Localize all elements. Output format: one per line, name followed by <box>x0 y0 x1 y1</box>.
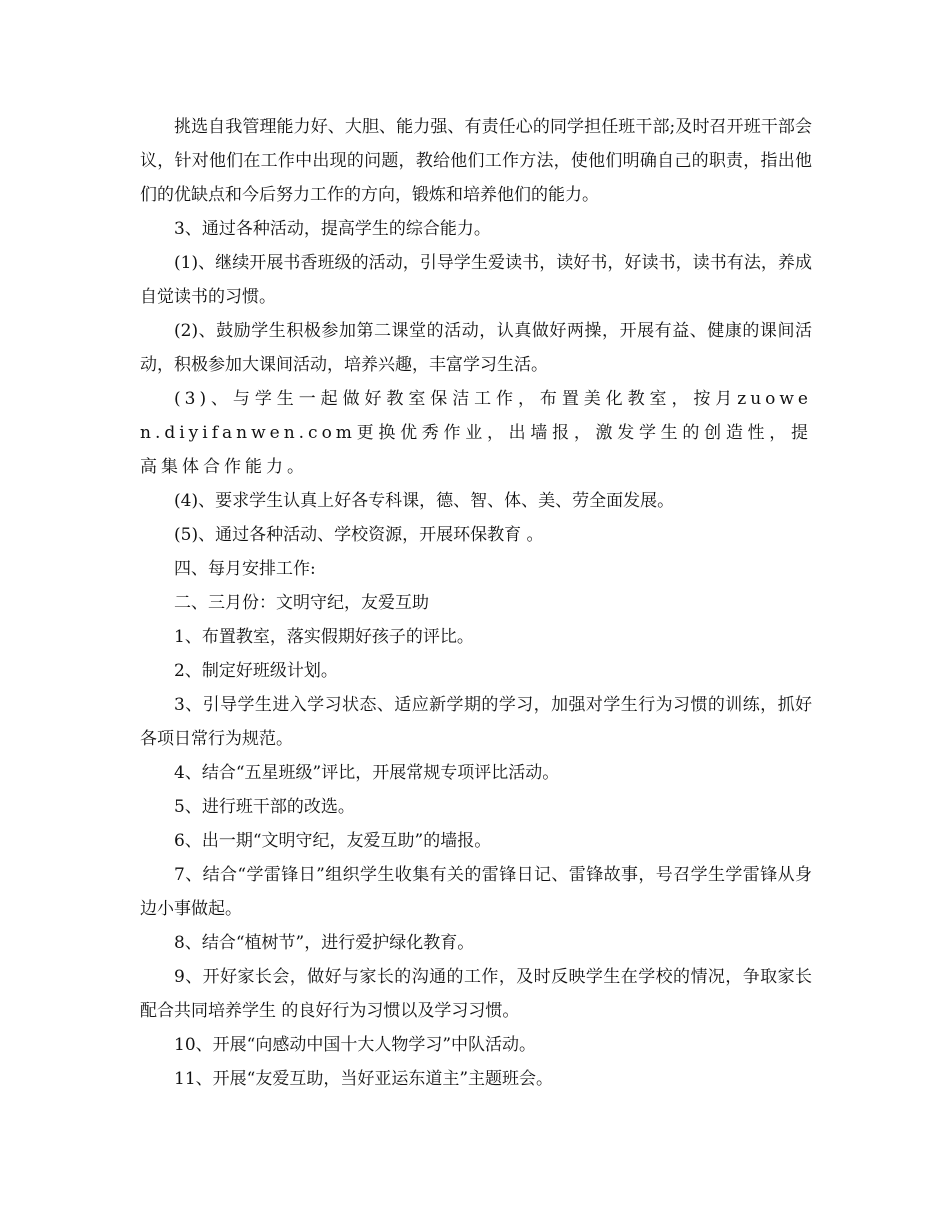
list-item: 5、进行班干部的改选。 <box>174 797 355 817</box>
list-item: 11、开展“友爱互助，当好亚运东道主”主题班会。 <box>174 1069 554 1089</box>
list-item: 1、布置教室，落实假期好孩子的评比。 <box>174 627 474 647</box>
paragraph-cadre-selection: 挑选自我管理能力好、大胆、能力强、有责任心的同学担任班干部;及时召开班干部会议，针对他们在工作中出现的问题，教给他们工作方法，使他们明确自己的职责，指出他们的优缺点和今后努力工作的方向，锻炼和培养他们的能力。 <box>140 117 812 205</box>
list-item: 3、引导学生进入学习状态、适应新学期的学习，加强对学生行为习惯的训练，抓好各项日常行为规范。 <box>140 695 812 749</box>
list-item: 10、开展“向感动中国十大人物学习”中队活动。 <box>174 1035 537 1055</box>
paragraph-item-3: 3、通过各种活动，提高学生的综合能力。 <box>174 219 491 239</box>
list-item: 2、制定好班级计划。 <box>174 661 338 681</box>
list-item: 8、结合“植树节”，进行爱护绿化教育。 <box>174 933 475 953</box>
paragraph-subitem-4: (4)、要求学生认真上好各专科课，德、智、体、美、劳全面发展。 <box>174 491 675 511</box>
list-item: 6、出一期“文明守纪，友爱互助”的墙报。 <box>174 831 492 851</box>
list-item: 9、开好家长会，做好与家长的沟通的工作，及时反映学生在学校的情况，争取家长配合共同培养学生 的良好行为习惯以及学习习惯。 <box>140 967 812 1021</box>
paragraph-subitem-5: (5)、通过各种活动、学校资源，开展环保教育 。 <box>174 525 544 545</box>
paragraph-subitem-3: (3)、与学生一起做好教室保洁工作，布置美化教室，按月zuowen.diyifanwen.com更换优秀作业，出墙报，激发学生的创造性，提高集体合作能力。 <box>140 389 812 477</box>
section-heading-monthly-work: 四、每月安排工作: <box>174 559 316 579</box>
document-page <box>140 110 812 1096</box>
list-item: 4、结合“五星班级”评比，开展常规专项评比活动。 <box>174 763 560 783</box>
paragraph-subitem-1: (1)、继续开展书香班级的活动，引导学生爱读书，读好书，好读书，读书有法，养成自觉读书的习惯。 <box>140 253 812 307</box>
subheading-feb-march: 二、三月份：文明守纪，友爱互助 <box>174 593 429 613</box>
list-item: 7、结合“学雷锋日”组织学生收集有关的雷锋日记、雷锋故事，号召学生学雷锋从身边小事做起。 <box>140 865 812 919</box>
paragraph-subitem-2: (2)、鼓励学生积极参加第二课堂的活动，认真做好两操，开展有益、健康的课间活动，积极参加大课间活动，培养兴趣，丰富学习生活。 <box>140 321 812 375</box>
